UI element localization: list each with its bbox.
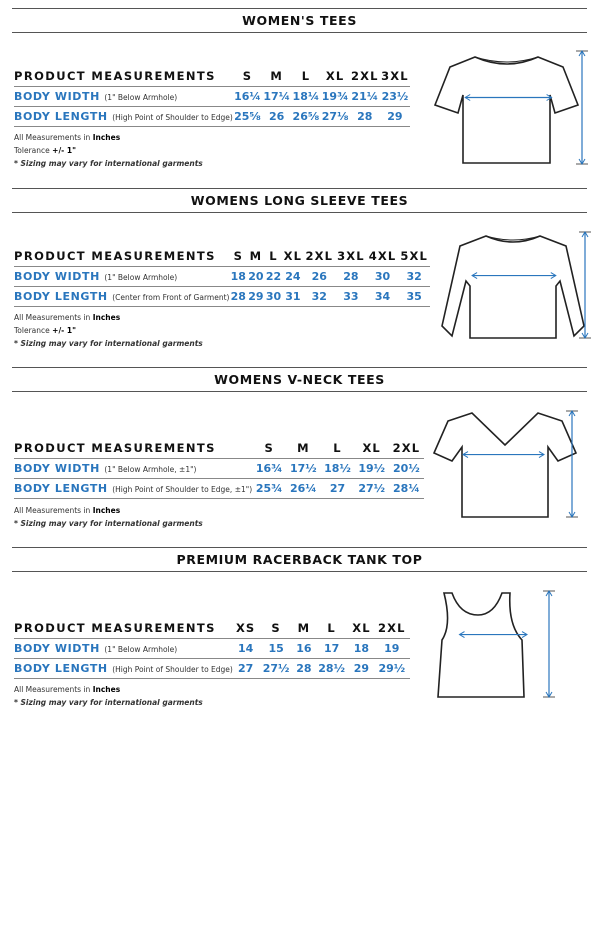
section-title: PREMIUM RACERBACK TANK TOP xyxy=(176,552,423,567)
row-label-text: BODY LENGTH xyxy=(14,482,108,495)
measurement-cell: 28¼ xyxy=(389,479,424,499)
measurement-cell: 27⅛ xyxy=(321,107,350,127)
measurement-cell: 20 xyxy=(247,267,265,287)
units-value: Inches xyxy=(92,133,121,142)
size-header: 5XL xyxy=(400,249,428,263)
size-header: S xyxy=(271,621,281,635)
row-label-note: (1" Below Armhole) xyxy=(104,645,178,654)
units-prefix: All Measurements in xyxy=(14,133,91,142)
measurement-cell: 27½ xyxy=(258,659,293,679)
row-label-text: BODY LENGTH xyxy=(14,290,108,303)
size-header: M xyxy=(297,441,310,455)
size-header: L xyxy=(301,69,311,83)
table-row xyxy=(14,479,424,499)
row-label xyxy=(14,287,229,307)
row-label-text: BODY LENGTH xyxy=(14,662,108,675)
size-header: L xyxy=(327,621,336,635)
measurement-cell: 27½ xyxy=(355,479,389,499)
disclaimer: * Sizing may vary for international garments xyxy=(14,339,203,348)
size-header: 2XL xyxy=(351,69,379,83)
size-header: 2XL xyxy=(392,441,421,455)
measurement-cell: 26¼ xyxy=(286,479,320,499)
measurement-cell: 15 xyxy=(258,639,293,659)
section-title-bar xyxy=(12,8,587,33)
section-title: WOMENS V-NECK TEES xyxy=(214,372,385,387)
row-label-note: (1" Below Armhole) xyxy=(104,93,178,102)
measurement-cell: 29 xyxy=(380,107,410,127)
measurements-table xyxy=(14,246,430,307)
size-header: XL xyxy=(325,69,345,83)
measurement-cell: 28½ xyxy=(314,659,349,679)
tank-top-icon xyxy=(432,585,557,703)
notes xyxy=(14,683,203,709)
size-header: S xyxy=(264,441,274,455)
measurement-cell: 18½ xyxy=(320,459,354,479)
size-header: XS xyxy=(235,621,256,635)
measurement-cell: 18 xyxy=(229,267,247,287)
units-value: Inches xyxy=(92,685,121,694)
measurement-cell: 18 xyxy=(349,639,373,659)
measurement-cell: 32 xyxy=(303,287,335,307)
units-prefix: All Measurements in xyxy=(14,506,91,515)
units-prefix: All Measurements in xyxy=(14,313,91,322)
row-label-text: BODY WIDTH xyxy=(14,642,100,655)
measurement-cell: 16 xyxy=(294,639,314,659)
units-prefix: All Measurements in xyxy=(14,685,91,694)
section-title-bar xyxy=(12,547,587,572)
header-label: PRODUCT MEASUREMENTS xyxy=(14,441,216,455)
measurement-cell: 26⅝ xyxy=(291,107,320,127)
units-note xyxy=(14,131,203,144)
size-header: L xyxy=(269,249,278,263)
size-header: M xyxy=(297,621,311,635)
measurement-cell: 33 xyxy=(335,287,367,307)
measurements-table xyxy=(14,618,410,679)
measurement-cell: 20½ xyxy=(389,459,424,479)
measurement-cell: 29½ xyxy=(374,659,410,679)
row-label-note: (High Point of Shoulder to Edge, ±1") xyxy=(112,485,253,494)
size-header: 4XL xyxy=(368,249,397,263)
row-label-note: (Center from Front of Garment) xyxy=(112,293,230,302)
long-sleeve-shirt-icon xyxy=(438,226,593,344)
size-header: XL xyxy=(283,249,303,263)
measurement-cell: 27 xyxy=(320,479,354,499)
tolerance-value: +/- 1" xyxy=(52,326,77,335)
tolerance-prefix: Tolerance xyxy=(14,146,50,155)
row-label xyxy=(14,459,252,479)
notes xyxy=(14,311,203,350)
measurement-cell: 19 xyxy=(374,639,410,659)
row-label-text: BODY WIDTH xyxy=(14,90,100,103)
tolerance-prefix: Tolerance xyxy=(14,326,50,335)
size-header: L xyxy=(333,441,342,455)
measurement-cell: 21¼ xyxy=(350,87,380,107)
notes xyxy=(14,504,203,530)
table-header-row xyxy=(14,66,410,87)
table-header-row xyxy=(14,246,430,267)
measurement-cell: 22 xyxy=(265,267,283,287)
table-row xyxy=(14,659,410,679)
units-value: Inches xyxy=(92,506,121,515)
size-header: M xyxy=(249,249,263,263)
size-header: 2XL xyxy=(378,621,406,635)
table-row xyxy=(14,267,430,287)
measurement-cell: 29 xyxy=(247,287,265,307)
measurement-cell: 26 xyxy=(303,267,335,287)
header-label: PRODUCT MEASUREMENTS xyxy=(14,249,216,263)
table-row xyxy=(14,107,410,127)
size-header: 2XL xyxy=(305,249,334,263)
table-header-row xyxy=(14,618,410,639)
measurement-cell: 17½ xyxy=(286,459,320,479)
measurements-table xyxy=(14,66,410,127)
units-note xyxy=(14,683,203,696)
units-note xyxy=(14,504,203,517)
size-header: XL xyxy=(362,441,381,455)
disclaimer: * Sizing may vary for international garments xyxy=(14,519,203,528)
vneck-shirt-icon xyxy=(430,405,580,523)
measurement-cell: 31 xyxy=(282,287,303,307)
size-header: 3XL xyxy=(381,69,409,83)
measurement-cell: 24 xyxy=(282,267,303,287)
tolerance-note xyxy=(14,144,203,157)
row-label xyxy=(14,87,233,107)
table-row xyxy=(14,287,430,307)
measurement-cell: 14 xyxy=(233,639,259,659)
measurement-cell: 25⅝ xyxy=(233,107,262,127)
row-label xyxy=(14,479,252,499)
section-title-bar xyxy=(12,367,587,392)
units-value: Inches xyxy=(92,313,121,322)
row-label-text: BODY WIDTH xyxy=(14,270,100,283)
header-label: PRODUCT MEASUREMENTS xyxy=(14,69,216,83)
row-label-note: (High Point of Shoulder to Edge) xyxy=(112,665,233,674)
row-label-note: (High Point of Shoulder to Edge) xyxy=(112,113,233,122)
row-label-text: BODY LENGTH xyxy=(14,110,108,123)
tshirt-icon xyxy=(430,45,590,170)
row-label xyxy=(14,267,229,287)
size-header: 3XL xyxy=(337,249,365,263)
size-header: XL xyxy=(352,621,371,635)
table-header-row xyxy=(14,438,424,459)
table-row xyxy=(14,639,410,659)
size-header: S xyxy=(233,249,243,263)
units-note xyxy=(14,311,203,324)
measurement-cell: 17 xyxy=(314,639,349,659)
row-label-note: (1" Below Armhole, ±1") xyxy=(104,465,197,474)
row-label xyxy=(14,107,233,127)
measurement-cell: 28 xyxy=(350,107,380,127)
measurement-cell: 17¼ xyxy=(262,87,291,107)
measurement-cell: 19½ xyxy=(355,459,389,479)
header-label: PRODUCT MEASUREMENTS xyxy=(14,621,216,635)
size-header: S xyxy=(242,69,253,83)
measurement-cell: 25¾ xyxy=(252,479,286,499)
measurement-cell: 16¾ xyxy=(252,459,286,479)
measurement-cell: 26 xyxy=(262,107,291,127)
measurement-cell: 19¾ xyxy=(321,87,350,107)
section-title: WOMENS LONG SLEEVE TEES xyxy=(190,193,409,208)
measurement-cell: 28 xyxy=(294,659,314,679)
row-label xyxy=(14,659,233,679)
measurements-table xyxy=(14,438,424,499)
tolerance-value: +/- 1" xyxy=(52,146,77,155)
measurement-cell: 30 xyxy=(367,267,399,287)
table-row xyxy=(14,459,424,479)
row-label-note: (1" Below Armhole) xyxy=(104,273,178,282)
notes xyxy=(14,131,203,170)
row-label xyxy=(14,639,233,659)
measurement-cell: 35 xyxy=(398,287,430,307)
measurement-cell: 23½ xyxy=(380,87,410,107)
measurement-cell: 30 xyxy=(265,287,283,307)
disclaimer: * Sizing may vary for international garments xyxy=(14,159,203,168)
measurement-cell: 28 xyxy=(335,267,367,287)
section-title-bar xyxy=(12,188,587,213)
tolerance-note xyxy=(14,324,203,337)
measurement-cell: 27 xyxy=(233,659,259,679)
section-title: WOMEN'S TEES xyxy=(242,13,357,28)
measurement-cell: 32 xyxy=(398,267,430,287)
measurement-cell: 18¼ xyxy=(291,87,320,107)
measurement-cell: 16¼ xyxy=(233,87,262,107)
disclaimer: * Sizing may vary for international garments xyxy=(14,698,203,707)
measurement-cell: 34 xyxy=(367,287,399,307)
row-label-text: BODY WIDTH xyxy=(14,462,100,475)
table-row xyxy=(14,87,410,107)
measurement-cell: 28 xyxy=(229,287,247,307)
size-header: M xyxy=(270,69,283,83)
measurement-cell: 29 xyxy=(349,659,373,679)
